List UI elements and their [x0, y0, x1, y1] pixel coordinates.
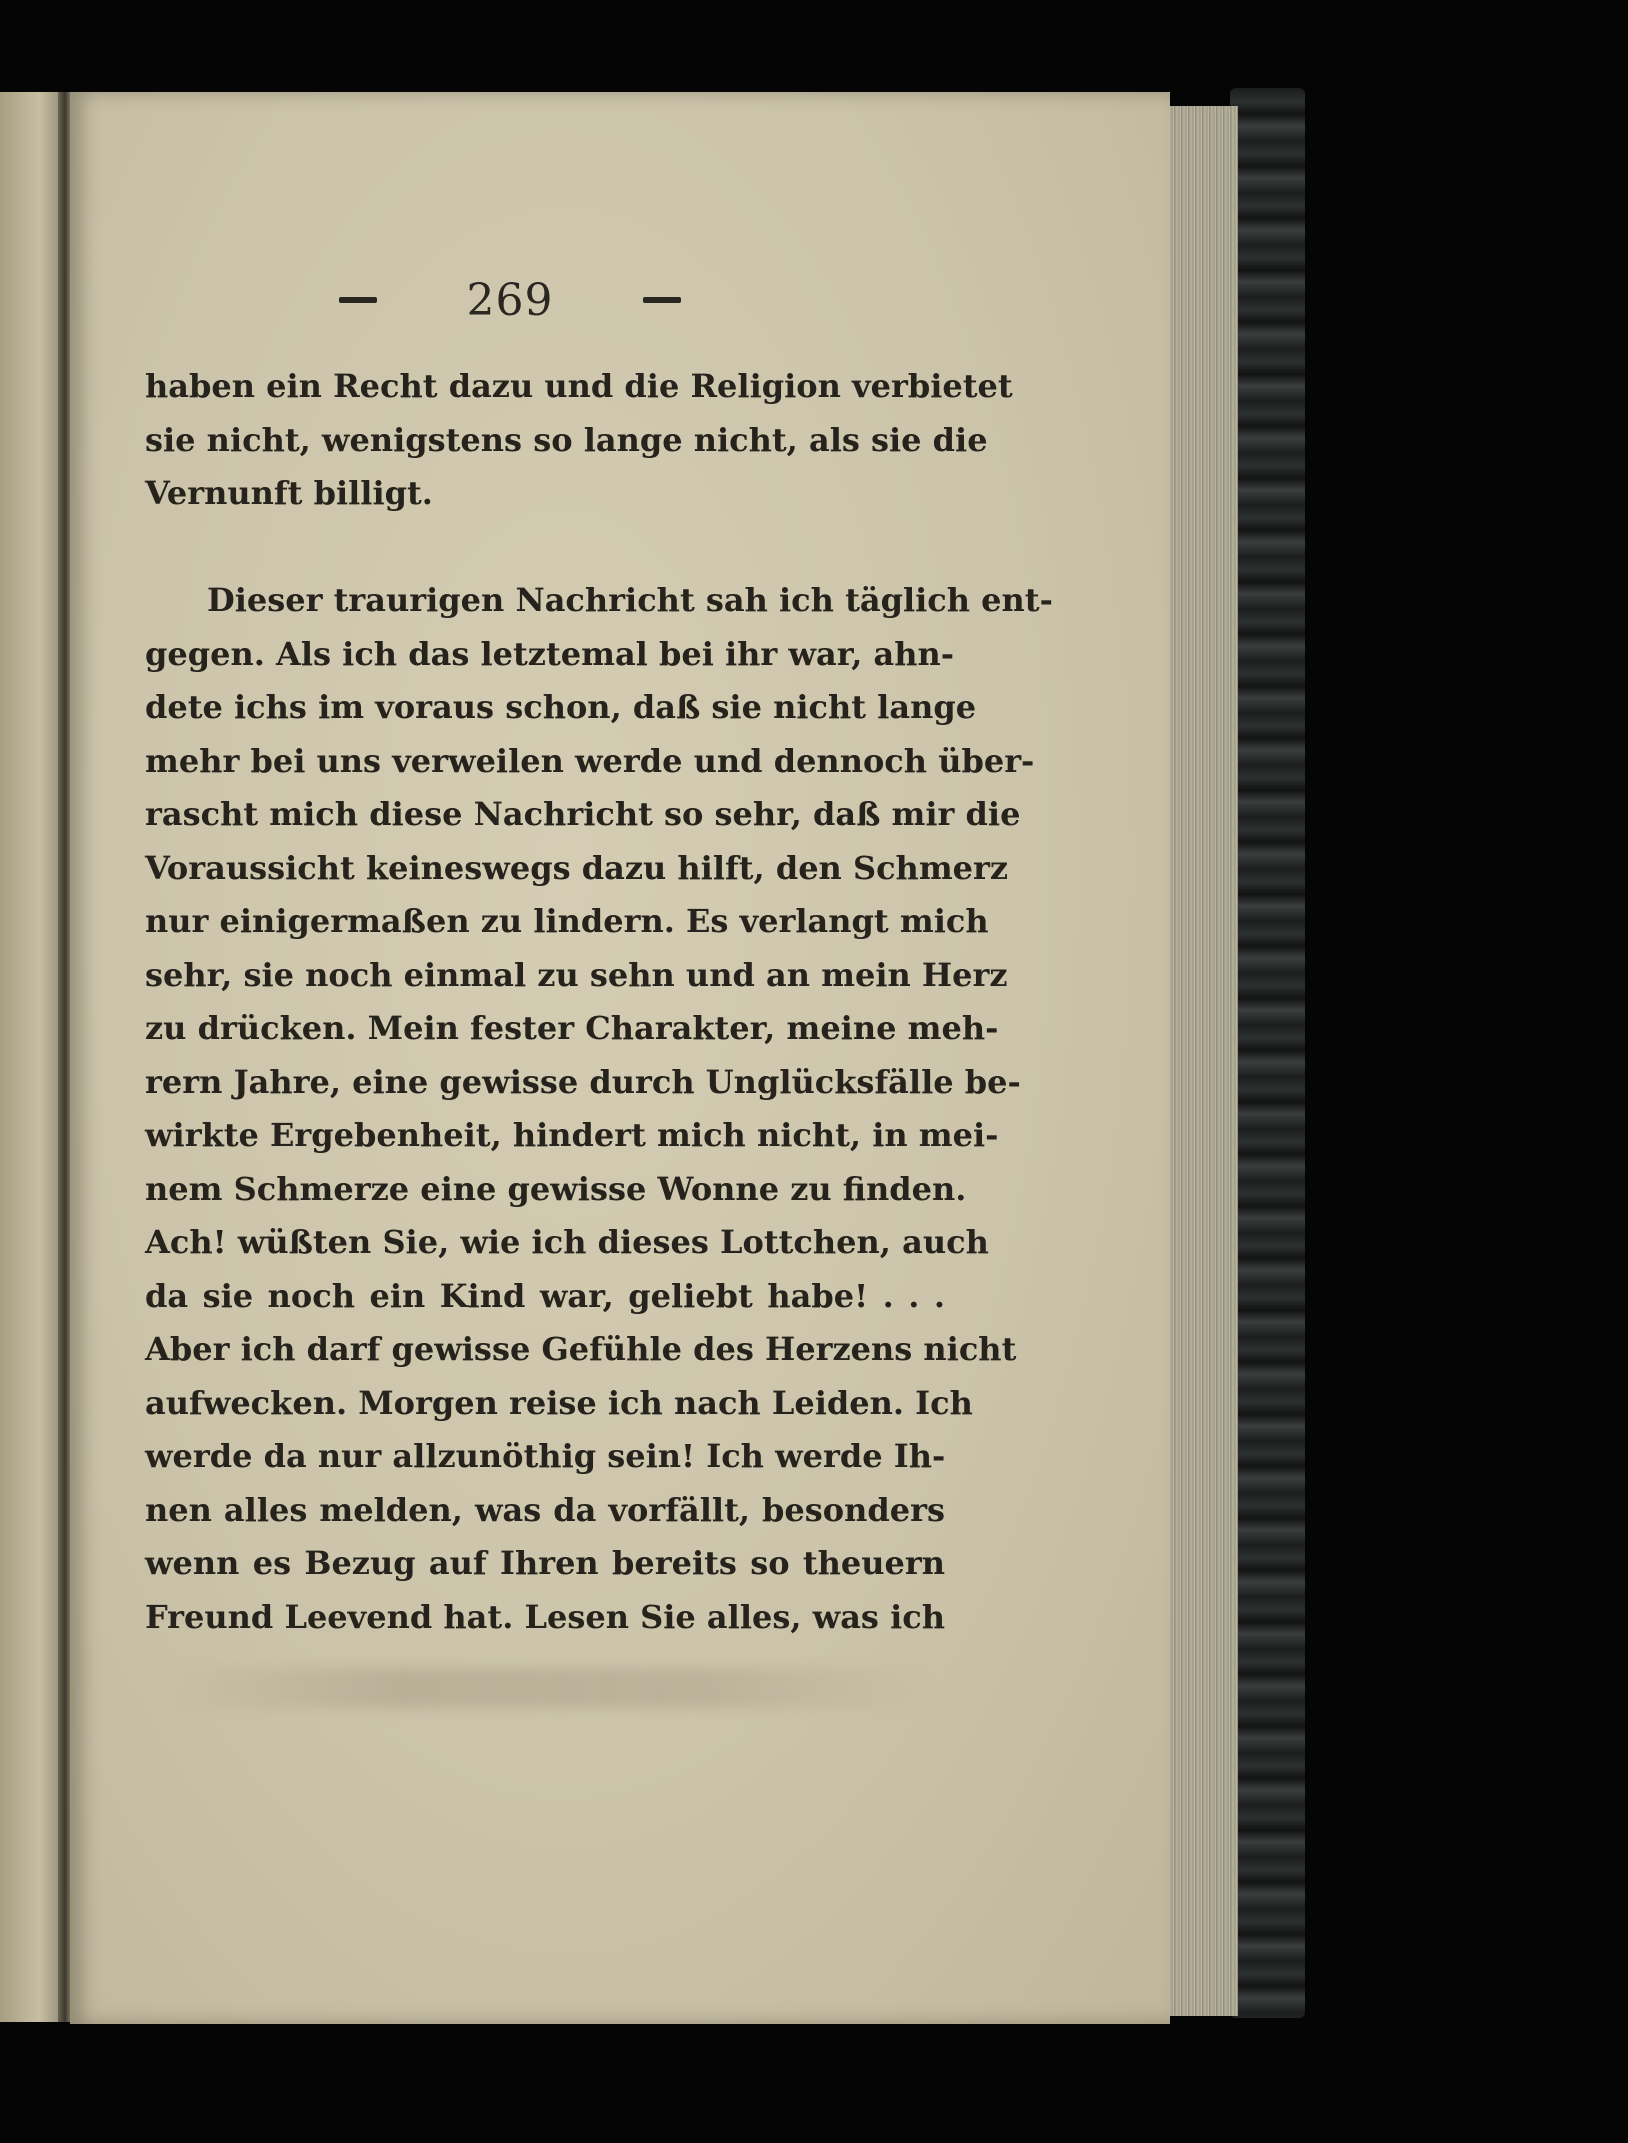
text-line: rascht mich diese Nachricht so sehr, daß mir die	[145, 795, 1021, 833]
text-line: dete ichs im voraus schon, daß sie nicht lange	[145, 688, 977, 726]
page-number: 269	[466, 274, 554, 326]
show-through-text	[170, 1668, 930, 1708]
text-line: nem Schmerze eine gewisse Wonne zu finden.	[145, 1169, 967, 1208]
text-line: Dieser traurigen Nachricht sah ich täglich ent-	[207, 581, 1053, 619]
header-dash-left	[339, 297, 377, 303]
book-cover-edge	[1230, 88, 1305, 2018]
text-line: mehr bei uns verweilen werde und dennoch über-	[145, 741, 1035, 780]
text-line: Vernunft billigt.	[145, 474, 433, 512]
text-line: sehr, sie noch einmal zu sehn und an mein Herz	[145, 955, 1008, 994]
text-line: Aber ich darf gewisse Gefühle des Herzens nicht	[145, 1330, 1017, 1368]
facing-page-edge	[0, 92, 66, 2022]
text-line: nen alles melden, was da vorfällt, besonders	[145, 1490, 945, 1529]
text-line: wenn es Bezug auf Ihren bereits so theuern	[145, 1544, 945, 1582]
text-line: da sie noch ein Kind war, geliebt habe! . . .	[145, 1276, 945, 1315]
text-line: wirkte Ergebenheit, hindert mich nicht, in mei-	[145, 1116, 999, 1154]
page-header	[250, 270, 770, 330]
header-dash-right	[643, 297, 681, 303]
text-line: haben ein Recht dazu und die Religion verbietet	[145, 367, 1013, 405]
text-line: zu drücken. Mein fester Charakter, meine meh-	[145, 1009, 999, 1047]
page-body-text	[145, 360, 1053, 1644]
paragraph-gap	[145, 521, 945, 575]
text-line: Freund Leevend hat. Lesen Sie alles, was ich	[145, 1597, 945, 1636]
text-line: sie nicht, wenigstens so lange nicht, als sie die	[145, 420, 988, 459]
text-line: gegen. Als ich das letztemal bei ihr war, ahn-	[145, 634, 955, 673]
text-line: rern Jahre, eine gewisse durch Unglücksfälle be-	[145, 1062, 1021, 1101]
text-line: Voraussicht keineswegs dazu hilft, den Schmerz	[145, 848, 1009, 887]
page-stack-edges	[1160, 106, 1238, 2016]
text-line: Ach! wüßten Sie, wie ich dieses Lottchen, auch	[145, 1223, 989, 1261]
text-line: nur einigermaßen zu lindern. Es verlangt mich	[145, 902, 989, 940]
text-line: werde da nur allzunöthig sein! Ich werde Ih-	[145, 1437, 946, 1475]
text-line: aufwecken. Morgen reise ich nach Leiden. Ich	[145, 1383, 973, 1422]
